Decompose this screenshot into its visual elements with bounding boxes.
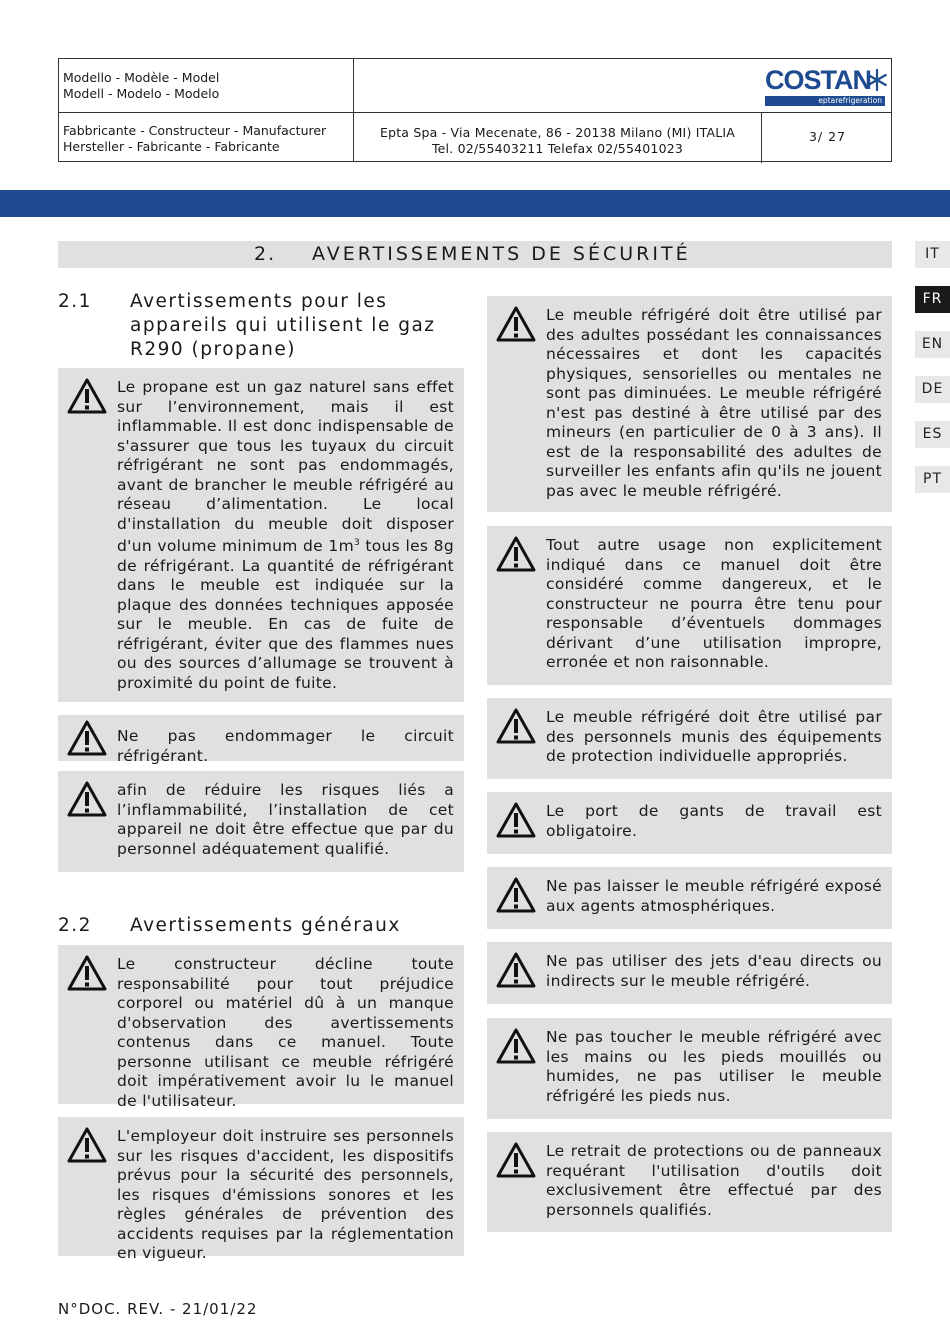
warning-triangle-icon bbox=[67, 955, 107, 991]
warning-text: L'employeur doit instruire ses personnels sur les risques d'accident, les dispositifs prévus pour la sécurité des personnels, les risques d'émissions sonores et les règles générales de prévention des accidents requises par la réglementation en vigueur. bbox=[117, 1127, 454, 1262]
warning-text: Ne pas toucher le meuble réfrigéré avec les mains ou les pieds mouillés ou humides, ne pas utiliser le meuble réfrigéré les pieds nus. bbox=[546, 1028, 882, 1105]
warning-text: afin de réduire les risques liés a l’inflammabilité, l’installation de cet appareil ne doit être effectue que par du personnel adéquatement qualifié. bbox=[117, 781, 454, 858]
address-line: Tel. 02/55403211 Telefax 02/55401023 bbox=[431, 141, 684, 156]
tab-de[interactable]: DE bbox=[915, 376, 950, 403]
warning-text: Le constructeur décline toute responsabilité pour tout préjudice corporel ou matériel dû à un manque d'observation des avertissements contenus dans ce manuel. Toute personne utilisant ce meuble réfrigéré doit impérativement avoir lu le manuel de l'utilisateur. bbox=[117, 955, 454, 1110]
snowflake-icon bbox=[866, 69, 888, 91]
tab-pt[interactable]: PT bbox=[915, 466, 950, 493]
section-number: 2. bbox=[254, 243, 277, 265]
subsection-heading bbox=[58, 914, 468, 940]
warning-text: Le retrait de protections ou de panneaux requérant l'utilisation d'outils doit exclusivement être effectué par des personnels qualifiés. bbox=[546, 1142, 882, 1219]
warning-text: Le meuble réfrigéré doit être utilisé par des adultes possédant les connaissances nécessaires et dont les capacités physiques, sensorielles ou mentales ne sont pas diminuées. Le meuble réfrigéré n'est pas destiné à être utilisé par des mineurs (en particulier de 0 à 3 ans). Il est de la responsabilité des adultes de surveiller les enfants afin qu'ils ne jouent pas avec le meuble réfrigéré. bbox=[546, 306, 882, 500]
warning-box bbox=[487, 942, 892, 1004]
subsection-number: 2.1 bbox=[58, 291, 92, 312]
warning-text-part: Le propane est un gaz naturel sans effet sur l’environnement, mais il est inflammable. Il est donc indispensable de s'assurer que tous les tuyaux du circuit réfrigérant ne sont pas endommagés, avant de brancher le meuble réfrigéré au réseau d’alimentation. Le local d'installation du meuble doit disposer d'un volume minimum de 1m bbox=[117, 378, 454, 556]
warning-triangle-icon bbox=[67, 378, 107, 414]
warning-box bbox=[487, 526, 892, 685]
address-line: Epta Spa - Via Mecenate, 86 - 20138 Milano (MI) ITALIA bbox=[379, 125, 736, 140]
warning-text: Le port de gants de travail est obligatoire. bbox=[546, 802, 882, 840]
warning-triangle-icon bbox=[496, 306, 536, 342]
subsection-title: Avertissements pour les appareils qui utilisent le gaz R290 (propane) bbox=[130, 291, 436, 360]
warning-triangle-icon bbox=[67, 720, 107, 756]
warning-text: Tout autre usage non explicitement indiqué dans ce manuel doit être considéré comme dangereux, et le constructeur ne pourra être tenu pour responsable d’éventuels dommages dérivant d’une utilisation impropre, erronée et non raisonnable. bbox=[546, 536, 882, 671]
page-number: 3/ 27 bbox=[808, 129, 847, 144]
model-label-line: Modell - Modelo - Modelo bbox=[63, 86, 220, 101]
section-title: AVERTISSEMENTS DE SÉCURITÉ bbox=[312, 243, 691, 265]
subsection-heading bbox=[58, 290, 468, 366]
tab-it[interactable]: IT bbox=[915, 241, 950, 268]
blue-header-band bbox=[0, 190, 950, 217]
subsection-title: Avertissements généraux bbox=[130, 915, 401, 936]
section-title-bar bbox=[58, 241, 892, 268]
warning-box bbox=[58, 771, 464, 872]
warning-triangle-icon bbox=[496, 802, 536, 838]
warning-box bbox=[487, 1018, 892, 1119]
warning-box bbox=[58, 1117, 464, 1262]
warning-triangle-icon bbox=[496, 708, 536, 744]
manufacturer-address bbox=[354, 125, 761, 157]
warning-triangle-icon bbox=[496, 877, 536, 913]
warning-box bbox=[58, 715, 464, 765]
warning-text-part: tous les 8g de réfrigérant. La quantité de réfrigérant dans le meuble est indiquée sur la plaque des données techniques apposée sur le meuble. En cas de fuite de réfrigérant, éviter que des flammes nues ou des sources d’allumage se trouvent à proximité du point de fuite. bbox=[117, 537, 454, 692]
warning-text bbox=[117, 378, 454, 693]
warning-triangle-icon bbox=[67, 781, 107, 817]
warning-triangle-icon bbox=[496, 952, 536, 988]
warning-box bbox=[487, 698, 892, 779]
warning-box bbox=[487, 1132, 892, 1232]
warning-triangle-icon bbox=[496, 1142, 536, 1178]
warning-box bbox=[487, 867, 892, 929]
model-label bbox=[63, 70, 219, 102]
tab-en[interactable]: EN bbox=[915, 331, 950, 358]
logo-subtitle: eptarefrigeration bbox=[765, 96, 885, 106]
warning-box bbox=[58, 945, 464, 1110]
logo-wordmark: COSTAN bbox=[765, 65, 871, 95]
tab-es[interactable]: ES bbox=[915, 421, 950, 448]
model-label-line: Modello - Modèle - Model bbox=[63, 70, 220, 85]
tab-fr[interactable]: FR bbox=[915, 286, 950, 313]
warning-text: Le meuble réfrigéré doit être utilisé par des personnels munis des équipements de protection individuelle appropriés. bbox=[546, 708, 882, 765]
costan-logo bbox=[765, 65, 889, 105]
manufacturer-label-line: Fabbricante - Constructeur - Manufacturer bbox=[63, 123, 327, 138]
superscript: 3 bbox=[353, 538, 360, 548]
document-footer: N°DOC. REV. - 21/01/22 bbox=[58, 1300, 258, 1318]
manufacturer-label bbox=[63, 123, 326, 155]
manufacturer-label-line: Hersteller - Fabricante - Fabricante bbox=[63, 139, 280, 154]
warning-box bbox=[58, 368, 464, 702]
header-divider bbox=[59, 112, 891, 113]
warning-text: Ne pas endommager le circuit réfrigérant. bbox=[117, 727, 454, 765]
warning-text: Ne pas laisser le meuble réfrigéré exposé aux agents atmosphériques. bbox=[546, 877, 882, 915]
warning-box bbox=[487, 792, 892, 854]
warning-triangle-icon bbox=[67, 1127, 107, 1163]
subsection-number: 2.2 bbox=[58, 915, 92, 936]
warning-text: Ne pas utiliser des jets d'eau directs ou indirects sur le meuble réfrigéré. bbox=[546, 952, 882, 990]
warning-box bbox=[487, 296, 892, 512]
warning-triangle-icon bbox=[496, 536, 536, 572]
warning-triangle-icon bbox=[496, 1028, 536, 1064]
document-header-table bbox=[58, 58, 892, 162]
